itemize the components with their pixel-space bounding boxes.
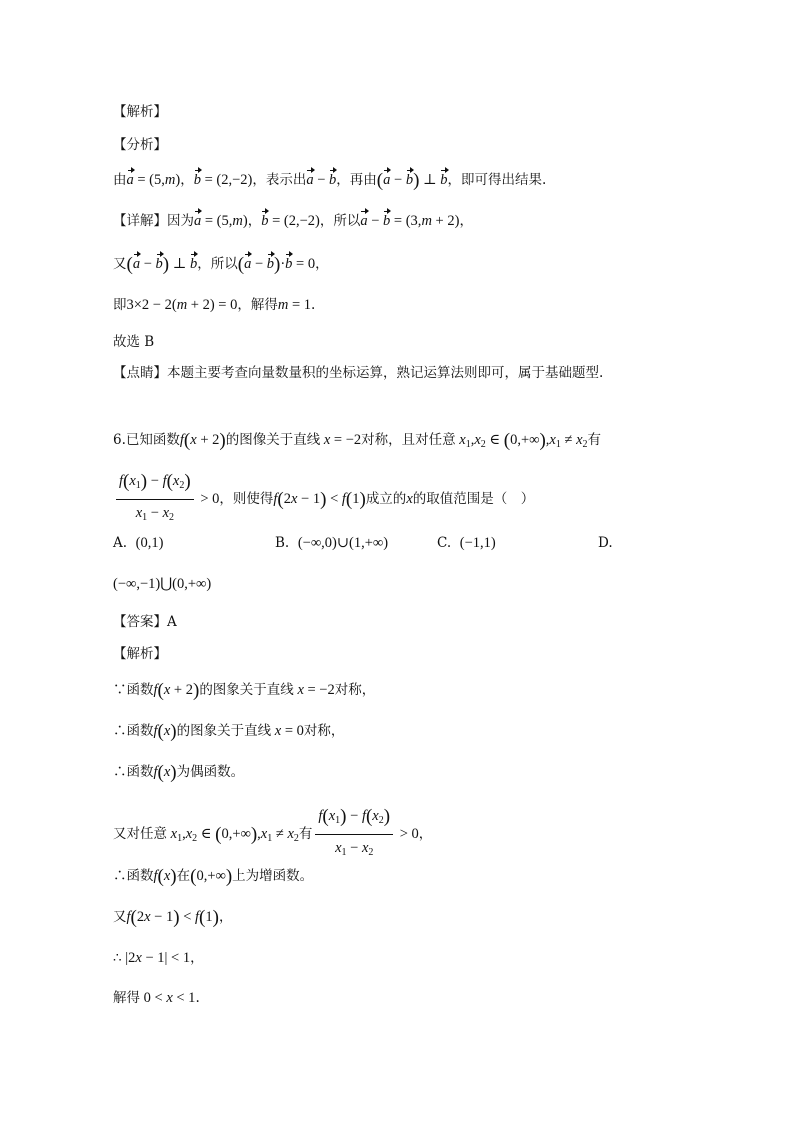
s8-b: .	[195, 990, 200, 1006]
s8-a: 解得	[113, 990, 140, 1006]
s7-b: ，	[190, 950, 204, 966]
solution-step-6	[113, 907, 232, 928]
analysis-end: ，即可得出结果.	[447, 172, 547, 188]
math-perp-condition-2: (a − b) ⊥ b	[126, 254, 198, 275]
detail-line-3	[113, 295, 315, 315]
analysis-sep-3: ，再由	[336, 172, 377, 188]
s3-b: 为偶函数。	[176, 764, 245, 780]
solution-step-5	[113, 866, 313, 887]
detail-line-1	[113, 211, 473, 231]
math-vec-a-def: a = (5,m)	[126, 172, 181, 188]
detail-prefix: 因为	[167, 213, 194, 229]
option-c-label: C.	[437, 535, 452, 551]
s4-a: 又对任意	[113, 826, 167, 842]
detail-line3-mid: ，解得	[237, 297, 278, 313]
math-s4-gt-zero: > 0	[396, 826, 419, 842]
s4-b: 有	[298, 826, 313, 842]
math-vec-b-def: b = (2,−2)	[193, 172, 253, 188]
solution-step-2	[113, 721, 344, 742]
section-label-fenxi	[113, 135, 167, 155]
math-var-x: x	[406, 491, 413, 507]
solution-step-8	[113, 988, 200, 1008]
option-d-value-line	[113, 576, 211, 593]
s2-a: ∴函数	[113, 723, 154, 739]
s1-c: 对称，	[334, 682, 376, 698]
math-inequality: f(2x − 1) < f(1)	[273, 489, 366, 510]
answer-line	[113, 612, 177, 632]
solution-step-1	[113, 680, 375, 701]
math-solution-m: m = 1	[277, 297, 312, 313]
math-s7-abs-inequality: |2x − 1| < 1	[121, 950, 191, 966]
detail-line2-prefix: 又	[113, 256, 127, 272]
option-b-label: B.	[275, 535, 290, 551]
math-s1-f-x-plus-2: f(x + 2)	[153, 680, 200, 701]
solution-label: 【解析】	[113, 646, 167, 662]
solution-label-line	[113, 644, 167, 664]
math-vec-a-def-2: a = (5,m)	[194, 213, 248, 229]
q6-stem-d: 有	[587, 432, 601, 448]
s1-b: 的图象关于直线	[199, 682, 294, 698]
q6-stem-line-1	[113, 430, 601, 455]
q6-stem-c: 对称，且对任意	[361, 432, 456, 448]
math-gt-zero: > 0	[196, 491, 220, 507]
solution-step-4	[113, 805, 432, 864]
detail-line2-end: ，	[315, 256, 329, 272]
q6-stem-a: 6.已知函数	[113, 432, 180, 448]
math-s6-inequality: f(2x − 1) < f(1)	[126, 907, 219, 928]
q6-stem-line-2	[113, 470, 534, 529]
s2-c: 对称，	[303, 723, 345, 739]
option-b[interactable]	[275, 535, 388, 552]
detail-line3-prefix: 即	[113, 297, 127, 313]
math-s2-line: x = 0	[274, 723, 304, 739]
s5-c: 上为增函数。	[232, 868, 314, 884]
math-s5-f-x: f(x)	[153, 866, 177, 887]
q6-stem-b: 的图像关于直线	[225, 432, 321, 448]
q6-stem-e: ，则使得	[219, 491, 274, 507]
s6-a: 又	[113, 909, 127, 925]
option-a-value: (0,1)	[135, 535, 164, 551]
option-c-value: (−1,1)	[459, 535, 496, 551]
dianjing-line	[113, 363, 603, 383]
choose-text: 故选 B	[113, 334, 155, 350]
option-d-label: D.	[598, 535, 613, 551]
dianjing-text: 本题主要考查向量数量积的坐标运算，熟记运算法则即可，属于基础题型.	[167, 365, 604, 381]
s1-a: ∵函数	[113, 682, 154, 698]
s4-c: ，	[418, 826, 433, 842]
fenxi-label: 【分析】	[113, 137, 167, 153]
s3-a: ∴函数	[113, 764, 154, 780]
detail-line2-mid: ，所以	[197, 256, 238, 272]
option-d-value: (−∞,−1)⋃(0,+∞)	[113, 576, 212, 592]
detail-sep-2: ，所以	[319, 213, 361, 229]
s7-a: ∴	[113, 950, 122, 966]
choose-line	[113, 332, 154, 352]
solution-step-3	[113, 762, 244, 783]
math-x-eq-neg2: x = −2	[323, 432, 362, 448]
section-label-jiexi	[113, 102, 167, 122]
analysis-prefix: 由	[113, 172, 127, 188]
math-perp-condition: (a − b) ⊥ b	[376, 170, 448, 191]
math-f-x-plus-2: f(x + 2)	[179, 430, 226, 451]
answer-label: 【答案】	[113, 614, 167, 630]
detail-line-2	[113, 254, 329, 275]
detail-sep-1: ，	[247, 213, 262, 229]
s5-b: 在	[176, 868, 191, 884]
math-x1-x2-domain: $x_1,x_2$ ∈ $(0,+\infty),x_1 \ne x_2$	[459, 430, 588, 451]
detail-end-1: ，	[459, 213, 473, 229]
option-c[interactable]	[437, 535, 496, 552]
math-difference-quotient: $\frac{f(x_1) - f(x_2)}{x_1 - x_2}$	[116, 470, 194, 529]
math-s4-quotient: $\frac{f(x_1) - f(x_2)}{x_1 - x_2}$	[315, 805, 393, 864]
option-b-value: (−∞,0)∪(1,+∞)	[297, 535, 389, 551]
math-s1-line: x = −2	[297, 682, 335, 698]
analysis-sep-2: ，表示出	[252, 172, 307, 188]
analysis-line	[113, 170, 546, 191]
math-s2-f-x: f(x)	[153, 721, 177, 742]
math-vec-b-def-2: b = (2,−2)	[261, 213, 320, 229]
option-a-label: A.	[113, 535, 128, 551]
s2-b: 的图象关于直线	[176, 723, 272, 739]
detail-line3-end: .	[311, 297, 316, 313]
math-vec-diff: a − b	[306, 172, 337, 188]
math-s4-domain: $x_1,x_2$ ∈ $(0,+\infty),x_1 \ne x_2$	[170, 824, 299, 845]
detail-label: 【详解】	[113, 213, 167, 229]
s6-b: ，	[218, 909, 233, 925]
dianjing-label: 【点睛】	[113, 365, 167, 381]
math-s5-interval: (0,+∞)	[190, 866, 233, 887]
jiexi-label: 【解析】	[113, 104, 167, 120]
math-s3-f-x: f(x)	[153, 762, 177, 783]
option-d[interactable]	[598, 535, 613, 551]
q6-stem-f: 成立的	[365, 491, 407, 507]
math-dot-product-zero: (a − b)·b = 0	[237, 254, 316, 275]
math-s8-result: 0 < x < 1	[140, 990, 196, 1006]
option-a[interactable]	[113, 535, 163, 552]
math-vec-diff-result: a − b = (3,m + 2)	[360, 213, 460, 229]
answer-value: A	[167, 614, 177, 630]
math-equation: 3×2 − 2(m + 2) = 0	[126, 297, 238, 313]
analysis-sep-1: ，	[180, 172, 194, 188]
q6-stem-g: 的取值范围是（ ）	[412, 491, 535, 507]
solution-step-7	[113, 948, 204, 968]
s5-a: ∴函数	[113, 868, 154, 884]
